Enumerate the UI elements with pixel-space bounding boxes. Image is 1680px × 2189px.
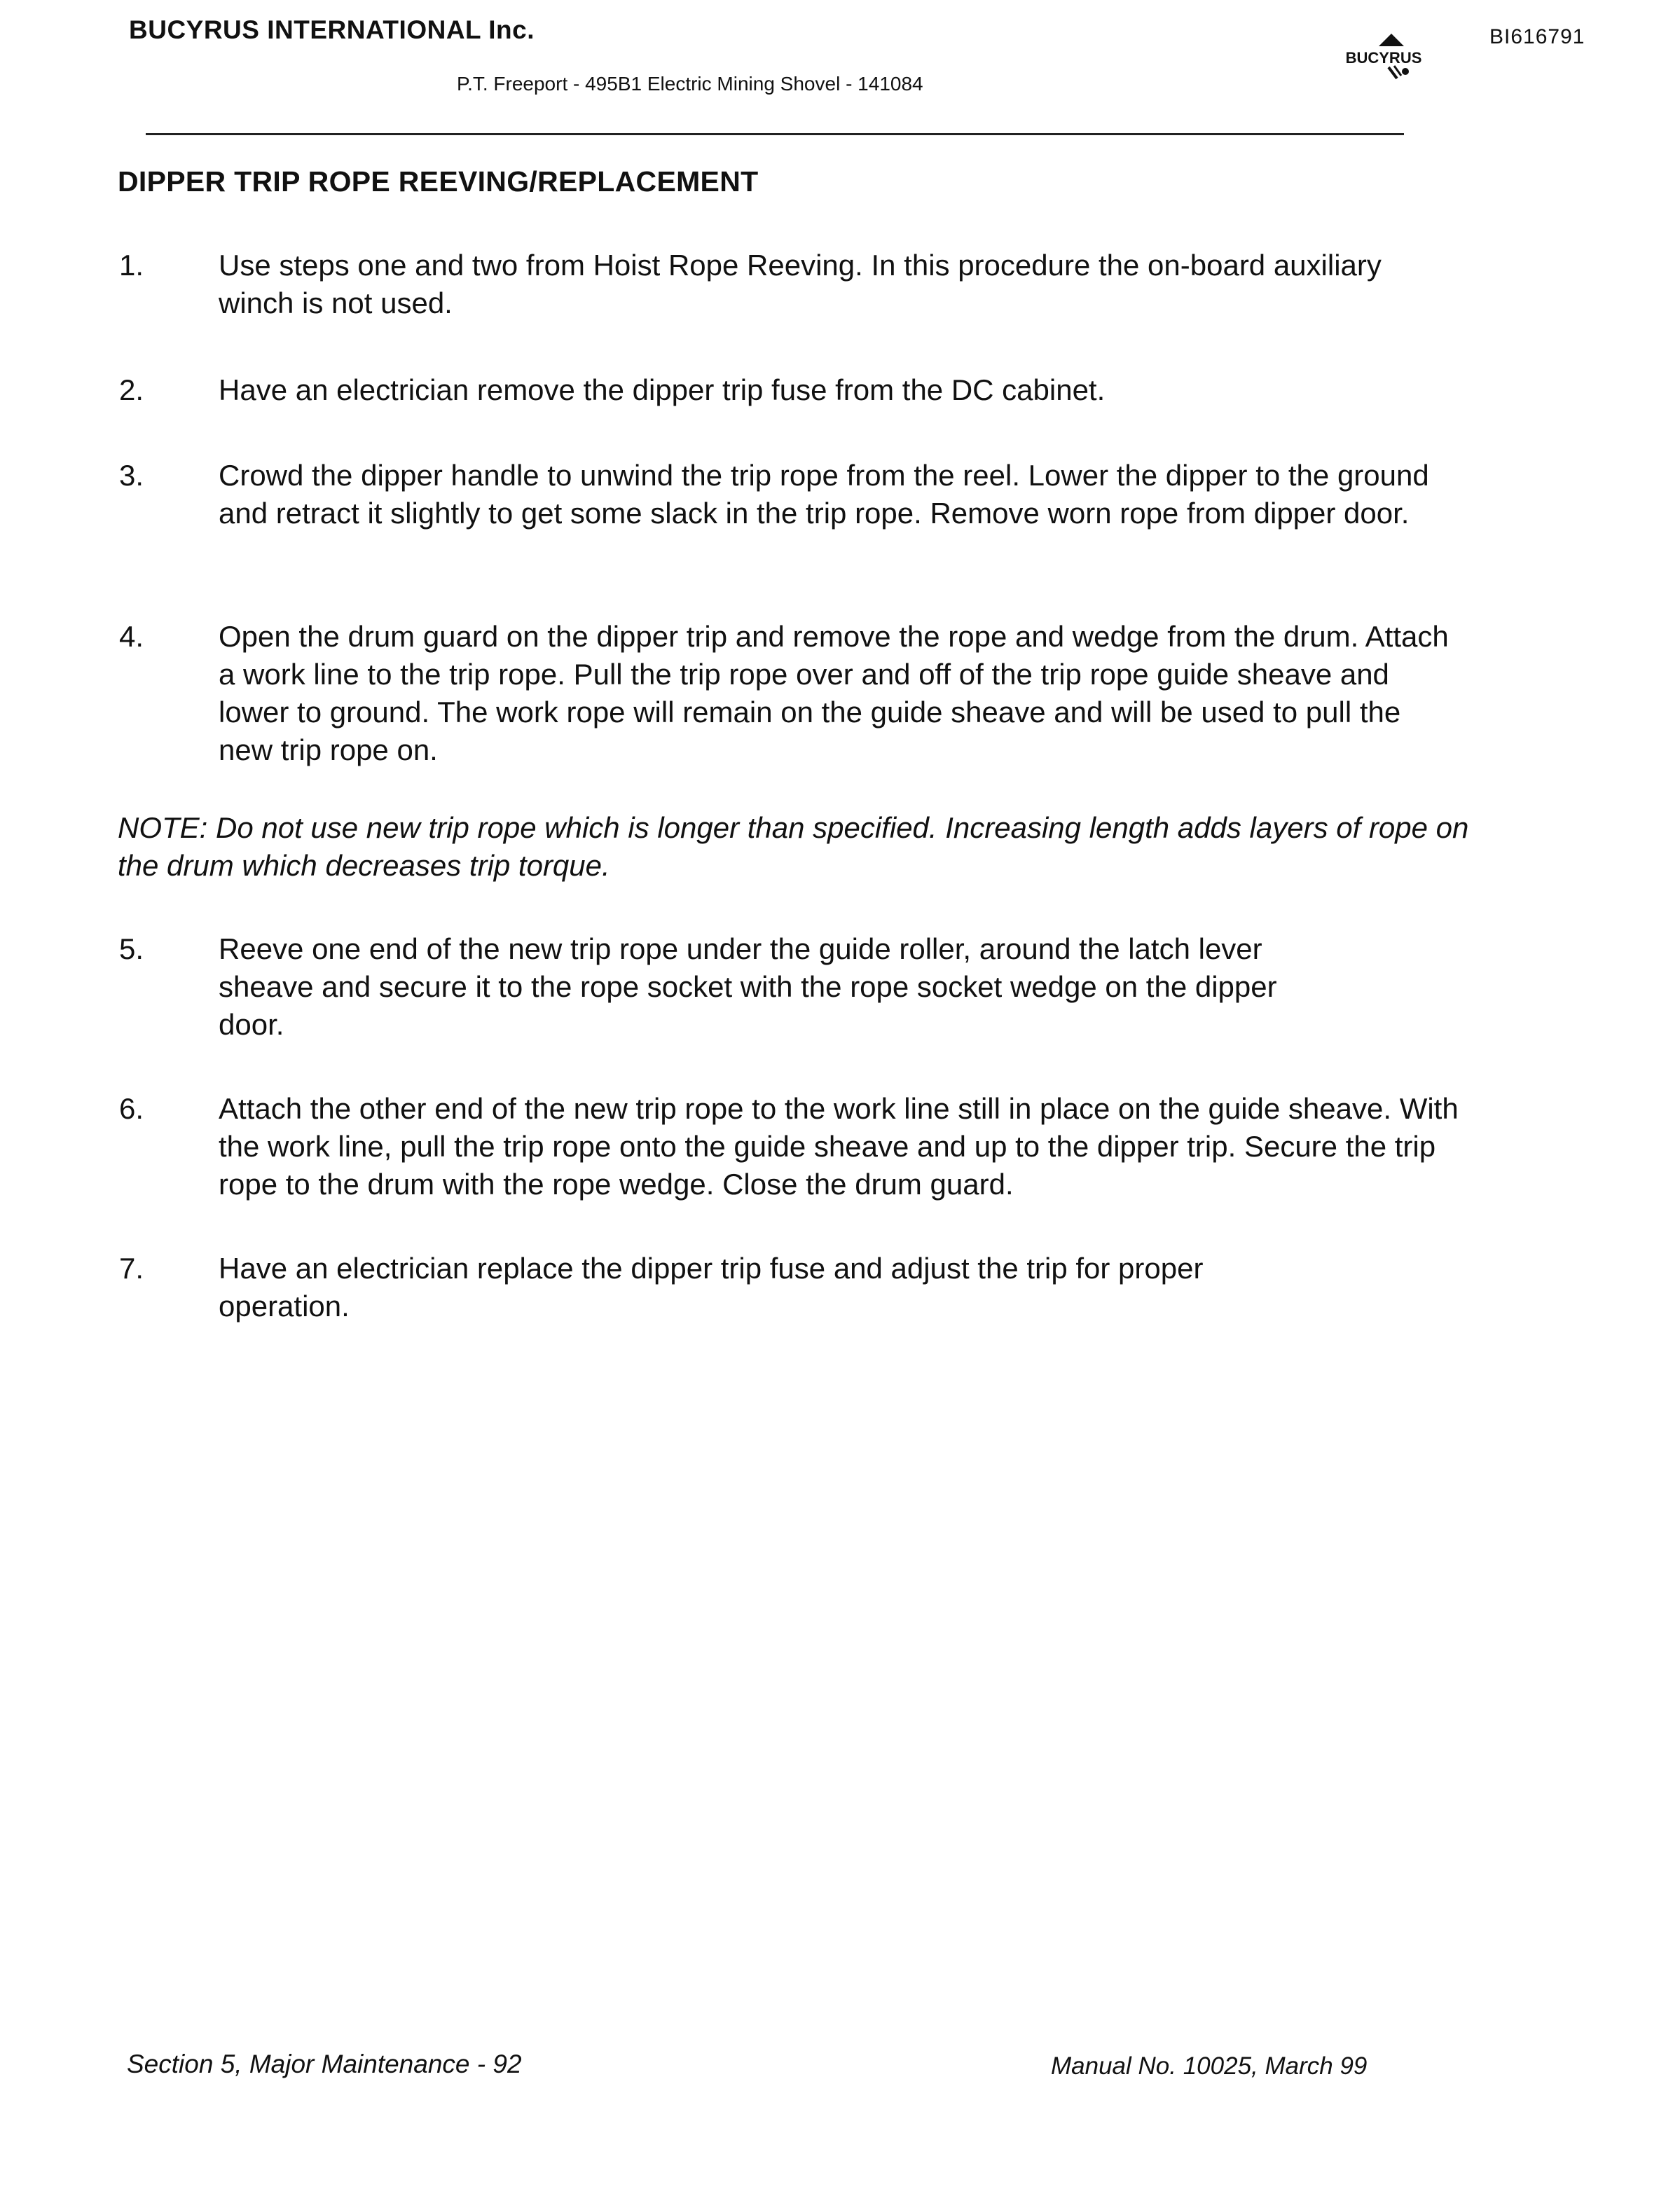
step-number-6: 6.: [119, 1092, 144, 1125]
step-number-4: 4.: [119, 620, 144, 653]
step-number-2: 2.: [119, 373, 144, 406]
section-heading: DIPPER TRIP ROPE REEVING/REPLACEMENT: [118, 165, 759, 198]
step-number-5: 5.: [119, 932, 144, 965]
company-name: BUCYRUS INTERNATIONAL Inc.: [129, 15, 535, 44]
step-number-7: 7.: [119, 1252, 144, 1285]
step-text-2: Have an electrician remove the dipper trip fuse from the DC cabinet.: [219, 373, 1106, 406]
bucyrus-logo: [1324, 31, 1443, 87]
header-divider: [146, 133, 1404, 135]
step-text-5: Reeve one end of the new trip rope under the guide roller, around the latch lever sheave and secure it to the rope socket with the rope socket wedge on the dipper door.: [219, 932, 1277, 1041]
step-number-1: 1.: [119, 249, 144, 282]
document-id: BI616791: [1489, 25, 1585, 48]
step-text-3: Crowd the dipper handle to unwind the trip rope from the reel. Lower the dipper to the ground and retract it slightly to get some slack in the trip rope. Remove worn rope from dipper door.: [219, 459, 1429, 530]
step-text-4: Open the drum guard on the dipper trip and remove the rope and wedge from the drum. Attach a work line to the trip rope. Pull the trip rope over and off of the trip rope guide sheave and lower to ground. The work rope will remain on the guide sheave and will be used to pull the new trip rope on.: [219, 620, 1449, 766]
footer-section: Section 5, Major Maintenance - 92: [127, 2050, 522, 2078]
logo-text: BUCYRUS: [1345, 49, 1422, 67]
step-text-6: Attach the other end of the new trip rope to the work line still in place on the guide sheave. With the work line, pull the trip rope onto the guide sheave and up to the dipper trip. Secure the trip rope to the drum with the rope wedge. Close the drum guard.: [219, 1092, 1459, 1201]
document-subtitle: P.T. Freeport - 495B1 Electric Mining Shovel - 141084: [457, 73, 923, 95]
step-number-3: 3.: [119, 459, 144, 492]
step-text-7: Have an electrician replace the dipper trip fuse and adjust the trip for proper operation.: [219, 1252, 1204, 1323]
step-text-1: Use steps one and two from Hoist Rope Reeving. In this procedure the on-board auxiliary winch is not used.: [219, 249, 1382, 319]
note-text: NOTE: Do not use new trip rope which is longer than specified. Increasing length adds layers of rope on the drum which decreases trip torque.: [118, 811, 1469, 882]
footer-manual: Manual No. 10025, March 99: [1051, 2052, 1368, 2080]
